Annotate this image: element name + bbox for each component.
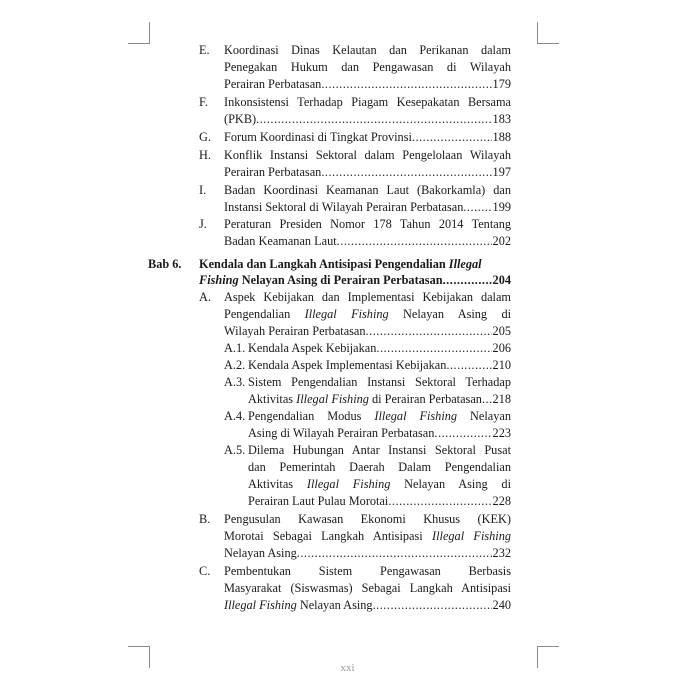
page-number: 197	[492, 165, 511, 179]
toc-i-line2: Instansi Sektoral di Wilayah Perairan Perbatasan	[224, 200, 464, 214]
toc-entry-i[interactable]	[224, 199, 511, 216]
dot-leader	[321, 164, 491, 181]
toc-f-line1: Inkonsistensi Terhadap Piagam Kesepakatan Bersama	[224, 95, 511, 109]
toc-g-line1: Forum Koordinasi di Tingkat Provinsi	[224, 130, 412, 144]
toc-b-line3: Nelayan Asing	[224, 546, 297, 560]
toc-entry-g[interactable]	[224, 129, 511, 146]
toc-label-e: E.	[199, 43, 210, 57]
toc-b-line2	[224, 528, 511, 545]
toc-i-line1: Badan Koordinasi Keamanan Laut (Bakorkamla) dan	[224, 183, 511, 197]
crop-mark-bottom-right-h	[537, 646, 559, 647]
toc-italic: Illegal Fishing	[304, 307, 389, 321]
toc-text: Aktivitas	[248, 477, 294, 491]
toc-label-a: A.	[199, 290, 211, 304]
crop-mark-top-left	[149, 22, 150, 44]
toc-entry-b[interactable]	[224, 545, 511, 562]
toc-italic: Illegal Fishing	[296, 392, 369, 406]
toc-j-line1: Peraturan Presiden Nomor 178 Tahun 2014 Tentang	[224, 217, 511, 231]
toc-label-a1: A.1.	[224, 341, 246, 355]
toc-h-line1: Konflik Instansi Sektoral dalam Pengelolaan Wilayah	[224, 148, 511, 162]
page-number: 188	[492, 130, 511, 144]
toc-label-b: B.	[199, 512, 211, 526]
dot-leader	[388, 493, 491, 510]
toc-label-a2: A.2.	[224, 358, 246, 372]
toc-c-line2: Masyarakat (Siswasmas) Sebagai Langkah Antisipasi	[224, 581, 511, 595]
toc-italic: Illegal	[306, 477, 339, 491]
dot-leader	[297, 545, 492, 562]
crop-mark-top-right	[537, 22, 538, 44]
page-number: 205	[492, 324, 511, 338]
toc-text: Aktivitas	[248, 392, 297, 406]
chapter-title-line1	[199, 256, 511, 273]
toc-e-line1: Koordinasi Dinas Kelautan dan Perikanan dalam	[224, 43, 511, 57]
page-number: 202	[492, 234, 511, 248]
page-number: 223	[492, 426, 511, 440]
toc-text: Nelayan	[470, 409, 511, 423]
toc-a3-line1: Sistem Pengendalian Instansi Sektoral Terhadap	[248, 375, 511, 389]
toc-text: Pengendalian	[224, 307, 291, 321]
crop-mark-bottom-left-h	[128, 646, 150, 647]
chapter-title-italic: Fishing	[199, 273, 239, 287]
toc-label-i: I.	[199, 183, 207, 197]
page-number: 210	[492, 358, 511, 372]
page-number: 179	[492, 77, 511, 91]
dot-leader	[321, 76, 491, 93]
toc-a1-line1: Kendala Aspek Kebijakan	[248, 341, 377, 355]
toc-a-line2	[224, 306, 511, 323]
dot-leader	[366, 323, 492, 340]
toc-a5-line4: Perairan Laut Pulau Morotai	[248, 494, 389, 508]
toc-text: Nelayan Asing di	[404, 477, 511, 491]
toc-f-line2: (PKB)	[224, 112, 257, 126]
page-number: 228	[492, 494, 511, 508]
toc-entry-f[interactable]	[224, 111, 511, 128]
toc-a2-line1: Kendala Aspek Implementasi Kebijakan	[248, 358, 447, 372]
toc-a-line1: Aspek Kebijakan dan Implementasi Kebijakan dalam	[224, 290, 511, 304]
toc-text: Nelayan Asing	[296, 598, 373, 612]
toc-j-line2: Badan Keamanan Laut	[224, 234, 337, 248]
toc-label-h: H.	[199, 148, 211, 162]
toc-italic: Illegal Fishing	[432, 529, 511, 543]
toc-h-line2: Perairan Perbatasan	[224, 165, 322, 179]
toc-entry-e[interactable]	[224, 76, 511, 93]
crop-mark-top-left-h	[128, 43, 150, 44]
toc-entry-a5[interactable]	[248, 493, 511, 510]
toc-a5-line3	[248, 476, 511, 493]
dot-leader	[482, 391, 492, 408]
toc-italic: Fishing	[352, 477, 391, 491]
toc-entry-a1[interactable]	[248, 340, 511, 357]
toc-entry-a4[interactable]	[248, 425, 511, 442]
toc-text: Pengendalian Modus	[248, 409, 362, 423]
toc-entry-a[interactable]	[224, 323, 511, 340]
toc-text: Morotai Sebagai Langkah Antisipasi	[224, 529, 433, 543]
toc-b-line1: Pengusulan Kawasan Ekonomi Khusus (KEK)	[224, 512, 511, 526]
dot-leader	[443, 272, 492, 289]
toc-c-line3	[224, 597, 373, 614]
toc-entry-a3[interactable]	[248, 391, 511, 408]
toc-label-a3: A.3.	[224, 375, 246, 389]
toc-entry-a2[interactable]	[248, 357, 511, 374]
chapter-title-text: Nelayan Asing di Perairan Perbatasan	[238, 273, 443, 287]
toc-a4-line2: Asing di Wilayah Perairan Perbatasan	[248, 426, 435, 440]
toc-a4-line1	[248, 408, 511, 425]
toc-label-a5: A.5.	[224, 443, 246, 457]
page-number: 204	[492, 273, 511, 287]
toc-entry-chapter[interactable]	[199, 272, 511, 289]
dot-leader	[463, 199, 491, 216]
dot-leader	[446, 357, 491, 374]
page-number: 240	[492, 598, 511, 612]
dot-leader	[337, 233, 492, 250]
toc-entry-j[interactable]	[224, 233, 511, 250]
dot-leader	[434, 425, 491, 442]
crop-mark-top-right-h	[537, 43, 559, 44]
toc-c-line1: Pembentukan Sistem Pengawasan Berbasis	[224, 564, 511, 578]
page-number: 232	[492, 546, 511, 560]
dot-leader	[373, 597, 492, 614]
toc-label-g: G.	[199, 130, 211, 144]
toc-label-f: F.	[199, 95, 208, 109]
dot-leader	[376, 340, 491, 357]
page-number: 199	[492, 200, 511, 214]
page-footer-number: xxi	[340, 662, 355, 674]
toc-label-j: J.	[199, 217, 207, 231]
page-number: 206	[492, 341, 511, 355]
toc-italic: Illegal Fishing	[224, 598, 297, 612]
chapter-title-line2	[199, 272, 443, 289]
toc-a5-line1: Dilema Hubungan Antar Instansi Sektoral Pusat	[248, 443, 511, 457]
toc-e-line3: Perairan Perbatasan	[224, 77, 322, 91]
toc-a-line3: Wilayah Perairan Perbatasan	[224, 324, 366, 338]
toc-e-line2: Penegakan Hukum dan Pengawasan di Wilayah	[224, 60, 511, 74]
dot-leader	[256, 111, 491, 128]
toc-a5-line2: dan Pemerintah Daerah Dalam Pengendalian	[248, 460, 511, 474]
toc-label-a4: A.4.	[224, 409, 246, 423]
page-number: 218	[492, 392, 511, 406]
chapter-title-text: Kendala dan Langkah Antisipasi Pengendalian	[199, 257, 449, 271]
toc-a3-line2	[248, 391, 482, 408]
toc-text: di Perairan Perbatasan	[368, 392, 482, 406]
toc-text: Nelayan Asing di	[403, 307, 511, 321]
toc-entry-c[interactable]	[224, 597, 511, 614]
toc-italic: Illegal Fishing	[374, 409, 458, 423]
dot-leader	[412, 129, 492, 146]
chapter-title-italic: Illegal	[448, 257, 482, 271]
toc-entry-h[interactable]	[224, 164, 511, 181]
page-number: 183	[492, 112, 511, 126]
toc-label-c: C.	[199, 564, 211, 578]
chapter-label: Bab 6.	[148, 257, 182, 271]
